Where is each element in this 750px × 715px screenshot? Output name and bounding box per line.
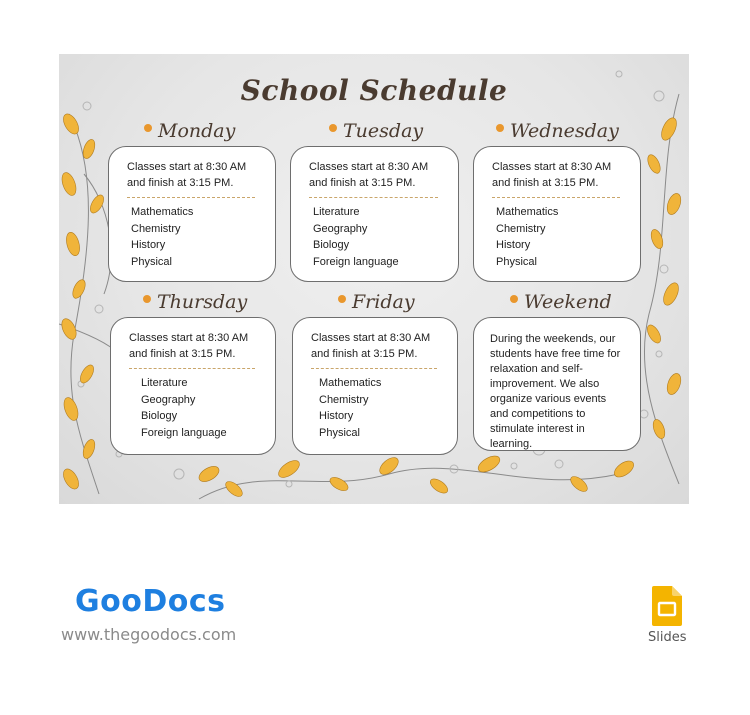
schedule-slide bbox=[59, 54, 689, 504]
subject-item: Physical bbox=[131, 255, 172, 268]
bullet-dot-icon bbox=[144, 124, 152, 132]
subject-item: Biology bbox=[313, 239, 350, 251]
card-intro: Classes start at 8:30 AM and finish at 3:15 PM. bbox=[129, 332, 249, 360]
subject-item: Literature bbox=[141, 377, 188, 389]
subject-item: Foreign language bbox=[313, 255, 399, 268]
divider bbox=[309, 197, 438, 198]
subject-item: History bbox=[131, 239, 166, 251]
day-heading-weekend: Weekend bbox=[510, 291, 612, 313]
subject-item: Geography bbox=[141, 393, 196, 406]
day-heading-thursday: Thursday bbox=[143, 291, 247, 313]
subject-item: Chemistry bbox=[496, 222, 546, 235]
page-title: School Schedule bbox=[240, 74, 508, 107]
day-heading-monday: Monday bbox=[144, 120, 235, 142]
divider bbox=[127, 197, 255, 198]
goodocs-logo[interactable]: GooDocs bbox=[75, 584, 226, 619]
subject-item: Chemistry bbox=[319, 393, 369, 406]
slides-label: Slides bbox=[648, 630, 687, 645]
divider bbox=[311, 368, 437, 369]
day-card-weekend bbox=[473, 317, 641, 451]
divider bbox=[129, 368, 255, 369]
bullet-dot-icon bbox=[143, 295, 151, 303]
site-url[interactable]: www.thegoodocs.com bbox=[61, 625, 237, 644]
day-heading-friday: Friday bbox=[338, 291, 415, 313]
card-intro: Classes start at 8:30 AM and finish at 3:15 PM. bbox=[127, 161, 247, 189]
bullet-dot-icon bbox=[496, 124, 504, 132]
card-intro: Classes start at 8:30 AM and finish at 3:15 PM. bbox=[309, 161, 429, 189]
subject-item: History bbox=[319, 410, 354, 422]
bullet-dot-icon bbox=[510, 295, 518, 303]
bullet-dot-icon bbox=[329, 124, 337, 132]
subject-item: Physical bbox=[496, 255, 537, 268]
card-intro: Classes start at 8:30 AM and finish at 3:15 PM. bbox=[492, 161, 612, 189]
subject-item: Mathematics bbox=[496, 206, 559, 218]
subject-item: Geography bbox=[313, 222, 368, 235]
day-card-tuesday bbox=[290, 146, 459, 282]
subject-item: Foreign language bbox=[141, 426, 227, 439]
day-card-thursday bbox=[110, 317, 276, 455]
subject-item: Chemistry bbox=[131, 222, 181, 235]
card-intro: Classes start at 8:30 AM and finish at 3:15 PM. bbox=[311, 332, 431, 360]
day-card-wednesday bbox=[473, 146, 641, 282]
day-card-friday bbox=[292, 317, 458, 455]
subject-item: History bbox=[496, 239, 531, 251]
subject-item: Physical bbox=[319, 426, 360, 439]
subject-item: Biology bbox=[141, 410, 178, 422]
weekend-description: During the weekends, our students have free time for relaxation and self-improvement. We also organize various events and competitions to stimulate interest in learning. bbox=[490, 333, 621, 450]
bullet-dot-icon bbox=[338, 295, 346, 303]
day-heading-wednesday: Wednesday bbox=[496, 120, 619, 142]
day-card-monday bbox=[108, 146, 276, 282]
subject-item: Mathematics bbox=[131, 206, 194, 218]
subject-item: Literature bbox=[313, 206, 360, 218]
google-slides-icon bbox=[652, 586, 682, 626]
subject-item: Mathematics bbox=[319, 377, 382, 389]
divider bbox=[492, 197, 620, 198]
day-heading-tuesday: Tuesday bbox=[329, 120, 423, 142]
